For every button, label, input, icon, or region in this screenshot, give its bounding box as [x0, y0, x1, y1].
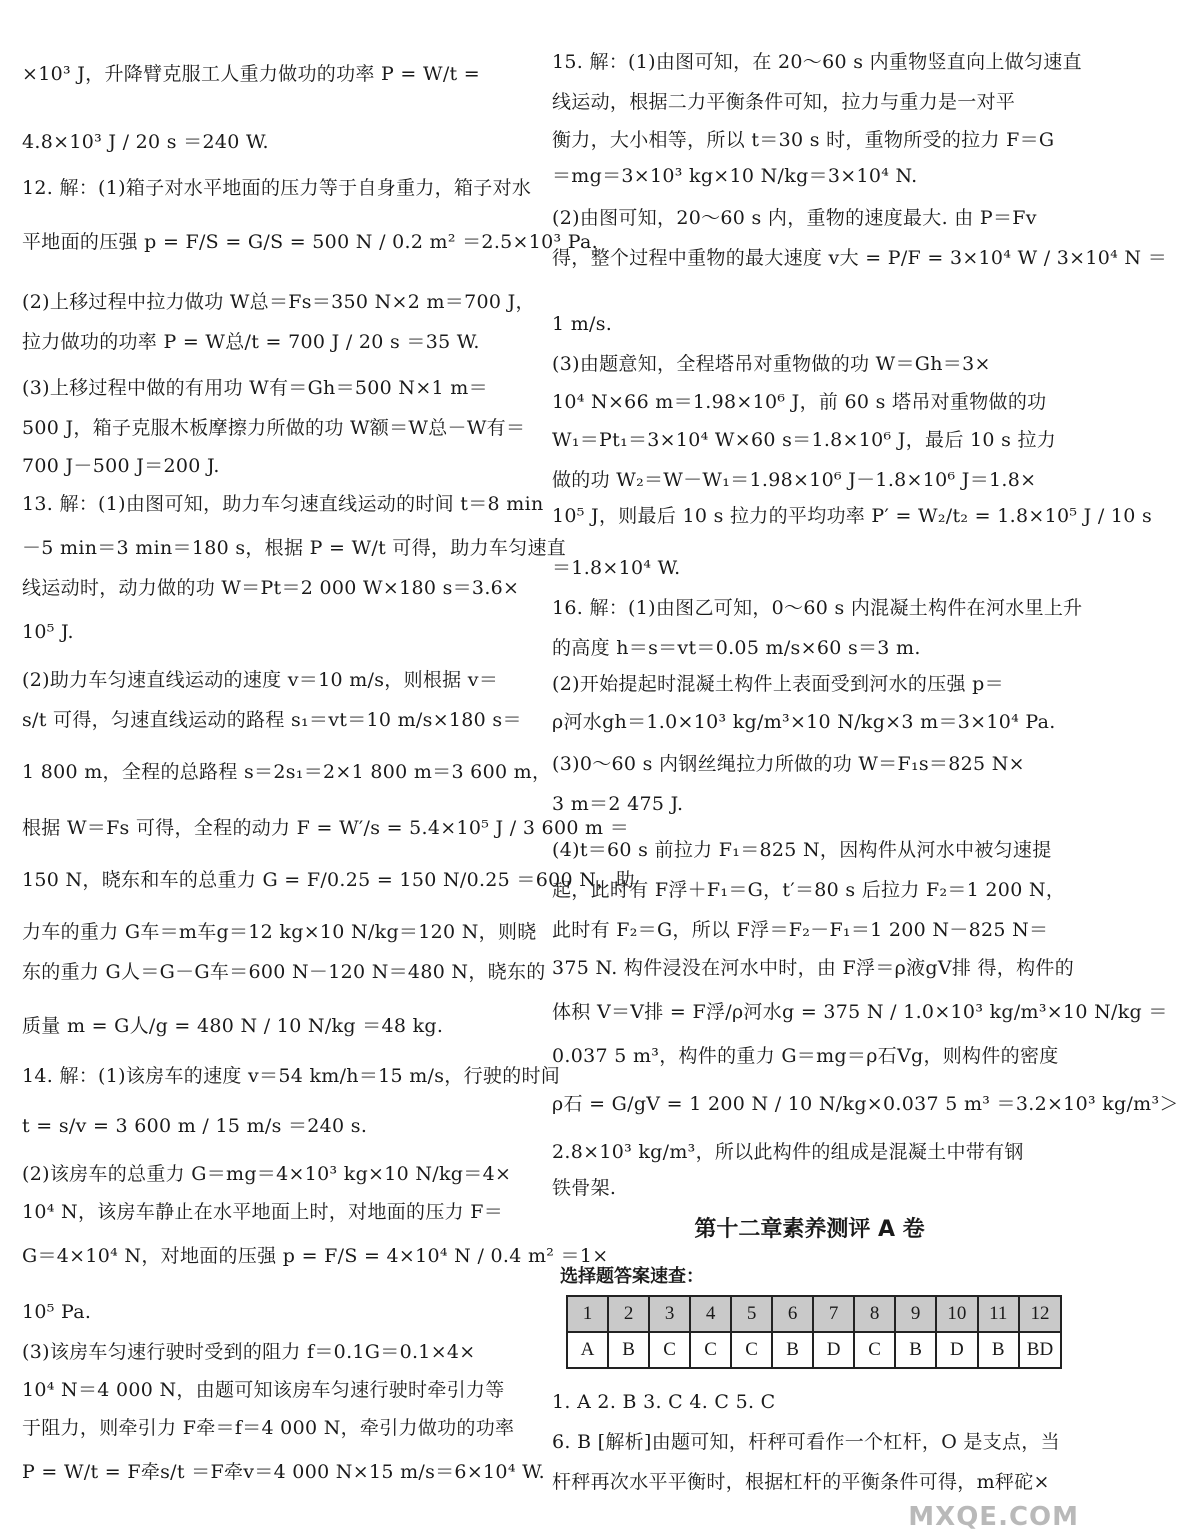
- left-text-line: (2)该房车的总重力 G＝mg＝4×10³ kg×10 N/kg＝4×: [22, 1163, 512, 1185]
- right-text-line: (4)t＝60 s 前拉力 F₁＝825 N，因构件从河水中被匀速提: [552, 839, 1052, 861]
- left-text-line: (2)上移过程中拉力做功 W总＝Fs＝350 N×2 m＝700 J，: [22, 291, 535, 313]
- left-text-line: (2)助力车匀速直线运动的速度 v＝10 m/s，则根据 v＝: [22, 669, 499, 691]
- right-text-line: 16. 解：(1)由图乙可知，0～60 s 内混凝土构件在河水里上升: [552, 597, 1083, 619]
- right-text-line: 做的功 W₂＝W－W₁＝1.98×10⁶ J－1.8×10⁶ J＝1.8×: [552, 469, 1037, 491]
- left-text-line: 东的重力 G人＝G－G车＝600 N－120 N＝480 N，晓东的: [22, 961, 546, 983]
- question-number-cell: 2: [608, 1296, 649, 1332]
- left-text-line: P = W/t = F牵s/t ＝F牵v＝4 000 N×15 m/s＝6×10⁴ W.: [22, 1461, 545, 1483]
- right-text-line: 得，整个过程中重物的最大速度 v大 = P/F = 3×10⁴ W / 3×10⁴ N ＝: [552, 247, 1167, 269]
- right-text-line: 线运动，根据二力平衡条件可知，拉力与重力是一对平: [552, 91, 1016, 113]
- question-number-cell: 7: [813, 1296, 854, 1332]
- answer-quick-title: 选择题答案速查：: [560, 1266, 704, 1287]
- question-number-cell: 10: [936, 1296, 977, 1332]
- left-text-line: 根据 W＝Fs 可得，全程的动力 F = W′/s = 5.4×10⁵ J / 3 600 m ＝: [22, 817, 630, 839]
- right-text-line: 15. 解：(1)由图可知，在 20～60 s 内重物竖直向上做匀速直: [552, 51, 1082, 73]
- question-number-cell: 9: [895, 1296, 936, 1332]
- right-text-line: 的高度 h＝s＝vt＝0.05 m/s×60 s＝3 m.: [552, 637, 921, 659]
- answer-cell: B: [978, 1332, 1019, 1368]
- question-number-cell: 6: [772, 1296, 813, 1332]
- chapter-title: 第十二章素养测评 A 卷: [694, 1217, 925, 1242]
- left-text-line: 质量 m = G人/g = 480 N / 10 N/kg ＝48 kg.: [22, 1015, 444, 1037]
- left-text-line: 12. 解：(1)箱子对水平地面的压力等于自身重力，箱子对水: [22, 177, 532, 199]
- right-text-line: (3)0～60 s 内钢丝绳拉力所做的功 W＝F₁s＝825 N×: [552, 753, 1025, 775]
- answer-cell: C: [649, 1332, 690, 1368]
- left-text-line: s/t 可得，匀速直线运动的路程 s₁＝vt＝10 m/s×180 s＝: [22, 709, 522, 731]
- left-text-line: G＝4×10⁴ N，对地面的压强 p = F/S = 4×10⁴ N / 0.4 m² ＝1×: [22, 1245, 609, 1267]
- answer-table-numbers: [567, 1296, 1061, 1332]
- right-text-line: 铁骨架.: [552, 1177, 617, 1199]
- answer-table-answers: [567, 1332, 1061, 1368]
- left-text-line: 13. 解：(1)由图可知，助力车匀速直线运动的时间 t＝8 min: [22, 493, 544, 515]
- answer-cell: C: [690, 1332, 731, 1368]
- answer-cell: A: [567, 1332, 608, 1368]
- left-text-line: 10⁴ N＝4 000 N，由题可知该房车匀速行驶时牵引力等: [22, 1379, 505, 1401]
- left-text-line: 150 N，晓东和车的总重力 G = F/0.25 = 150 N/0.25 ＝600 N，助: [22, 869, 635, 891]
- right-text-line: ρ河水gh＝1.0×10³ kg/m³×10 N/kg×3 m＝3×10⁴ Pa.: [552, 711, 1056, 733]
- right-text-line: 10⁵ J，则最后 10 s 拉力的平均功率 P′ = W₂/t₂ = 1.8×10⁵ J / 10 s: [552, 505, 1153, 527]
- right-text-line: 体积 V＝V排 = F浮/ρ河水g = 375 N / 1.0×10³ kg/m³×10 N/kg ＝: [552, 1001, 1168, 1023]
- answer-cell: D: [936, 1332, 977, 1368]
- left-text-line: 10⁵ J.: [22, 621, 74, 643]
- answer-cell: C: [854, 1332, 895, 1368]
- right-text-line: ρ石 = G/gV = 1 200 N / 10 N/kg×0.037 5 m³ ＝3.2×10³ kg/m³＞: [552, 1093, 1179, 1115]
- left-text-line: t = s/v = 3 600 m / 15 m/s ＝240 s.: [22, 1115, 368, 1137]
- question-number-cell: 3: [649, 1296, 690, 1332]
- right-text-line: 1 m/s.: [552, 313, 613, 335]
- answer-cell: B: [608, 1332, 649, 1368]
- left-text-line: (3)上移过程中做的有用功 W有＝Gh＝500 N×1 m＝: [22, 377, 488, 399]
- answer-cell: B: [772, 1332, 813, 1368]
- right-text-line: 衡力，大小相等，所以 t＝30 s 时，重物所受的拉力 F＝G: [552, 129, 1055, 151]
- left-text-line: 10⁴ N，该房车静止在水平地面上时，对地面的压力 F＝: [22, 1201, 504, 1223]
- left-text-line: (3)该房车匀速行驶时受到的阻力 f＝0.1G＝0.1×4×: [22, 1341, 476, 1363]
- question-number-cell: 11: [978, 1296, 1019, 1332]
- left-text-line: 10⁵ Pa.: [22, 1301, 92, 1323]
- left-text-line: 拉力做功的功率 P = W总/t = 700 J / 20 s ＝35 W.: [22, 331, 480, 353]
- answer-table: [566, 1295, 1062, 1369]
- left-text-line: 力车的重力 G车＝m车g＝12 kg×10 N/kg＝120 N，则晓: [22, 921, 537, 943]
- answers-text-line: 6. B [解析]由题可知，杆秤可看作一个杠杆，O 是支点，当: [552, 1431, 1060, 1453]
- question-number-cell: 12: [1019, 1296, 1061, 1332]
- right-text-line: ＝1.8×10⁴ W.: [552, 557, 681, 579]
- left-text-line: 于阻力，则牵引力 F牵＝f＝4 000 N，牵引力做功的功率: [22, 1417, 515, 1439]
- right-text-line: (2)开始提起时混凝土构件上表面受到河水的压强 p＝: [552, 673, 1004, 695]
- answer-cell: C: [731, 1332, 772, 1368]
- answers-text-line: 1. A 2. B 3. C 4. C 5. C: [552, 1391, 776, 1413]
- left-text-line: 线运动时，动力做的功 W＝Pt＝2 000 W×180 s＝3.6×: [22, 577, 520, 599]
- right-text-line: ＝mg＝3×10³ kg×10 N/kg＝3×10⁴ N.: [552, 165, 918, 187]
- left-text-line: 4.8×10³ J / 20 s ＝240 W.: [22, 131, 269, 153]
- right-text-line: W₁＝Pt₁＝3×10⁴ W×60 s＝1.8×10⁶ J，最后 10 s 拉力: [552, 429, 1057, 451]
- answer-cell: B: [895, 1332, 936, 1368]
- right-text-line: 起，此时有 F浮＋F₁＝G，t′＝80 s 后拉力 F₂＝1 200 N，: [552, 879, 1066, 901]
- left-text-line: 14. 解：(1)该房车的速度 v＝54 km/h＝15 m/s，行驶的时间: [22, 1065, 561, 1087]
- answer-cell: D: [813, 1332, 854, 1368]
- left-text-line: 1 800 m，全程的总路程 s＝2s₁＝2×1 800 m＝3 600 m，: [22, 761, 552, 783]
- right-text-line: 此时有 F₂＝G，所以 F浮＝F₂－F₁＝1 200 N－825 N＝: [552, 919, 1049, 941]
- question-number-cell: 8: [854, 1296, 895, 1332]
- answers-text-line: 杆秤再次水平平衡时，根据杠杆的平衡条件可得，m秤砣×: [552, 1471, 1050, 1493]
- question-number-cell: 1: [567, 1296, 608, 1332]
- left-text-line: －5 min＝3 min＝180 s，根据 P = W/t 可得，助力车匀速直: [22, 537, 567, 559]
- answer-cell: BD: [1019, 1332, 1061, 1368]
- right-text-line: (3)由题意知，全程塔吊对重物做的功 W＝Gh＝3×: [552, 353, 991, 375]
- left-text-line: ×10³ J，升降臂克服工人重力做功的功率 P = W/t =: [22, 63, 481, 85]
- right-text-line: 2.8×10³ kg/m³，所以此构件的组成是混凝土中带有钢: [552, 1141, 1024, 1163]
- question-number-cell: 5: [731, 1296, 772, 1332]
- left-text-line: 700 J－500 J＝200 J.: [22, 455, 220, 477]
- left-text-line: 平地面的压强 p = F/S = G/S = 500 N / 0.2 m² ＝2.5×10³ Pa.: [22, 231, 599, 253]
- right-text-line: 3 m＝2 475 J.: [552, 793, 684, 815]
- left-text-line: 500 J，箱子克服木板摩擦力所做的功 W额＝W总－W有＝: [22, 417, 526, 439]
- watermark-text: MXQE.COM: [908, 1502, 1079, 1532]
- right-text-line: 0.037 5 m³，构件的重力 G＝mg＝ρ石Vg，则构件的密度: [552, 1045, 1059, 1067]
- right-text-line: (2)由图可知，20～60 s 内，重物的速度最大. 由 P＝Fv: [552, 207, 1037, 229]
- question-number-cell: 4: [690, 1296, 731, 1332]
- right-text-line: 375 N. 构件浸没在河水中时，由 F浮＝ρ液gV排 得，构件的: [552, 957, 1075, 979]
- right-text-line: 10⁴ N×66 m＝1.98×10⁶ J，前 60 s 塔吊对重物做的功: [552, 391, 1047, 413]
